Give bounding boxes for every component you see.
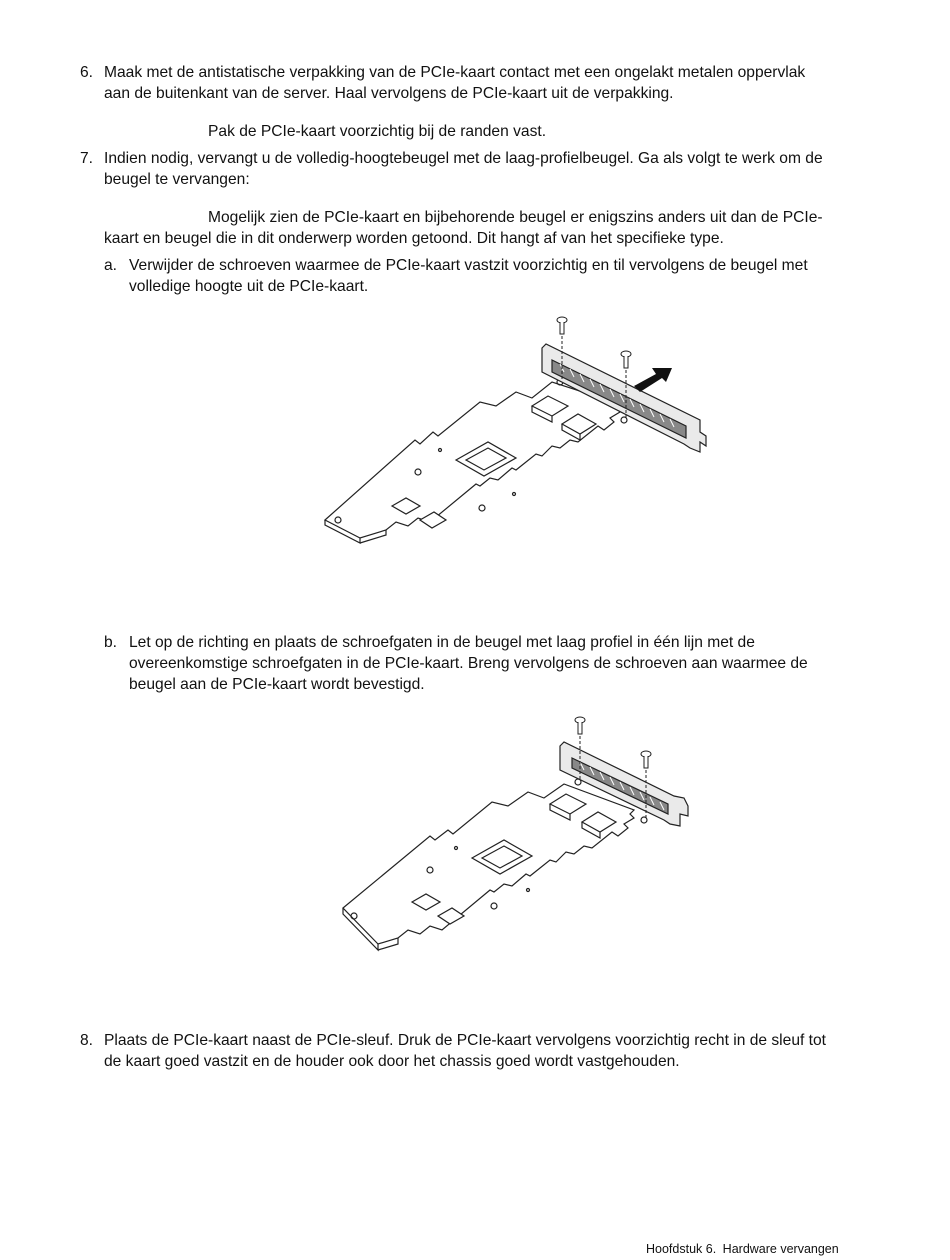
figure-install-low-profile-bracket (338, 712, 694, 968)
substep-b-line-1: Let op de richting en plaats de schroefgaten in de beugel met laag profiel in één lijn met de (129, 634, 755, 651)
substep-a-label: a. (104, 257, 118, 274)
footer-chapter: Hoofdstuk 6. (646, 1242, 717, 1256)
step-7-line-2: beugel te vervangen: (104, 171, 250, 188)
footer-title: Hardware vervangen (722, 1242, 839, 1256)
step-8-line-1: Plaats de PCIe-kaart naast de PCIe-sleuf. Druk de PCIe-kaart vervolgens voorzichtig recht in de sleuf tot (104, 1032, 826, 1049)
step-6-line-2: aan de buitenkant van de server. Haal vervolgens de PCIe-kaart uit de verpakking. (104, 85, 674, 102)
step-7-note-line-2: kaart en beugel die in dit onderwerp worden getoond. Dit hangt af van het specifieke type. (104, 230, 724, 247)
substep-b-line-2: overeenkomstige schroefgaten in de PCIe-kaart. Breng vervolgens de schroeven aan waarmee de (129, 655, 808, 672)
step-6-number: 6. (80, 64, 94, 81)
substep-b-label: b. (104, 634, 118, 651)
step-6-line-1: Maak met de antistatische verpakking van de PCIe-kaart contact met een ongelakt metalen oppervlak (104, 64, 806, 81)
step-6-note: Pak de PCIe-kaart voorzichtig bij de randen vast. (208, 123, 547, 140)
lift-arrow-icon (634, 368, 672, 392)
step-7-note-line-1: Mogelijk zien de PCIe-kaart en bijbehorende beugel er enigszins anders uit dan de PCIe- (208, 209, 823, 226)
page-footer (646, 1242, 839, 1256)
substep-a-line-1: Verwijder de schroeven waarmee de PCIe-kaart vastzit voorzichtig en til vervolgens de beugel met (129, 257, 808, 274)
step-8-number: 8. (80, 1032, 94, 1049)
figure-remove-full-height-bracket (320, 312, 720, 548)
step-7-line-1: Indien nodig, vervangt u de volledig-hoogtebeugel met de laag-profielbeugel. Ga als volgt te werk om de (104, 150, 823, 167)
step-7-number: 7. (80, 150, 94, 167)
substep-a-line-2: volledige hoogte uit de PCIe-kaart. (129, 278, 369, 295)
step-8-line-2: de kaart goed vastzit en de houder ook door het chassis goed wordt vastgehouden. (104, 1053, 680, 1070)
substep-b-line-3: beugel aan de PCIe-kaart wordt bevestigd. (129, 676, 425, 693)
